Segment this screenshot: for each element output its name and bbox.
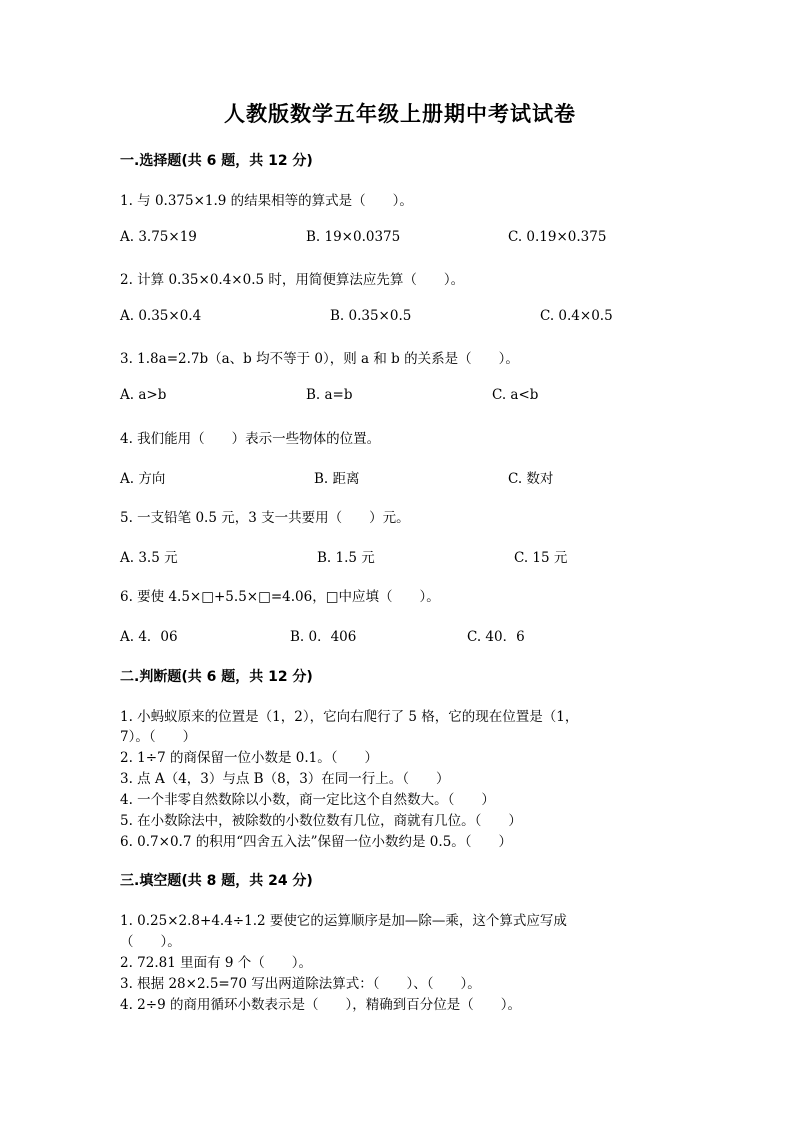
question-3-option-b: B. a=b xyxy=(306,387,353,403)
fill-blank-line: 3. 根据 28×2.5=70 写出两道除法算式：（ ）、（ ）。 xyxy=(120,976,481,992)
judgement-line: 1. 小蚂蚁原来的位置是（1，2），它向右爬行了 5 格，它的现在位置是（1， xyxy=(120,709,579,725)
page-title: 人教版数学五年级上册期中考试试卷 xyxy=(224,102,576,126)
question-4-option-a: A. 方向 xyxy=(120,471,166,487)
question-2-option-a: A. 0.35×0.4 xyxy=(120,308,202,324)
judgement-line: 4. 一个非零自然数除以小数，商一定比这个自然数大。（ ） xyxy=(120,792,495,808)
section-heading-choice: 一.选择题(共 6 题，共 12 分) xyxy=(120,153,313,169)
question-4-option-b: B. 距离 xyxy=(314,471,360,487)
judgement-line: 3. 点 A（4，3）与点 B（8，3）在同一行上。（ ） xyxy=(120,771,450,787)
question-1-option-c: C. 0.19×0.375 xyxy=(508,229,607,245)
question-2-stem: 2. 计算 0.35×0.4×0.5 时，用简便算法应先算（ ）。 xyxy=(120,272,465,288)
question-2-option-b: B. 0.35×0.5 xyxy=(330,308,412,324)
question-6-option-c: C. 40．6 xyxy=(467,629,525,645)
judgement-line: 7）。（ ） xyxy=(120,729,197,745)
fill-blank-line: 4. 2÷9 的商用循环小数表示是（ ），精确到百分位是（ ）。 xyxy=(120,997,521,1013)
question-1-option-a: A. 3.75×19 xyxy=(120,229,197,245)
section-heading-judgement: 二.判断题(共 6 题，共 12 分) xyxy=(120,669,313,685)
section-heading-fill-blank: 三.填空题(共 8 题，共 24 分) xyxy=(120,873,313,889)
question-5-option-a: A. 3.5 元 xyxy=(120,550,178,566)
question-6-stem: 6. 要使 4.5×□+5.5×□=4.06，□中应填（ ）。 xyxy=(120,589,440,605)
question-3-option-a: A. a>b xyxy=(120,387,167,403)
question-2-option-c: C. 0.4×0.5 xyxy=(540,308,613,324)
judgement-line: 5. 在小数除法中，被除数的小数位数有几位，商就有几位。（ ） xyxy=(120,813,522,829)
question-4-stem: 4. 我们能用（ ）表示一些物体的位置。 xyxy=(120,431,381,447)
judgement-line: 2. 1÷7 的商保留一位小数是 0.1。（ ） xyxy=(120,750,378,766)
question-3-option-c: C. a<b xyxy=(492,387,539,403)
question-1-stem: 1. 与 0.375×1.9 的结果相等的算式是（ ）。 xyxy=(120,193,413,209)
fill-blank-line: 2. 72.81 里面有 9 个（ ）。 xyxy=(120,955,313,971)
question-1-option-b: B. 19×0.0375 xyxy=(306,229,401,245)
question-3-stem: 3. 1.8a=2.7b（a、b 均不等于 0），则 a 和 b 的关系是（ ）。 xyxy=(120,351,519,367)
question-6-option-b: B. 0．406 xyxy=(290,629,357,645)
question-5-option-c: C. 15 元 xyxy=(514,550,568,566)
question-5-stem: 5. 一支铅笔 0.5 元，3 支一共要用（ ）元。 xyxy=(120,510,410,526)
judgement-line: 6. 0.7×0.7 的积用“四舍五入法”保留一位小数约是 0.5。（ ） xyxy=(120,834,513,850)
fill-blank-line: 1. 0.25×2.8+4.4÷1.2 要使它的运算顺序是加—除—乘，这个算式应写成 xyxy=(120,913,567,929)
fill-blank-line: （ ）。 xyxy=(120,934,181,950)
question-6-option-a: A. 4．06 xyxy=(120,629,178,645)
question-5-option-b: B. 1.5 元 xyxy=(317,550,375,566)
question-4-option-c: C. 数对 xyxy=(508,471,554,487)
